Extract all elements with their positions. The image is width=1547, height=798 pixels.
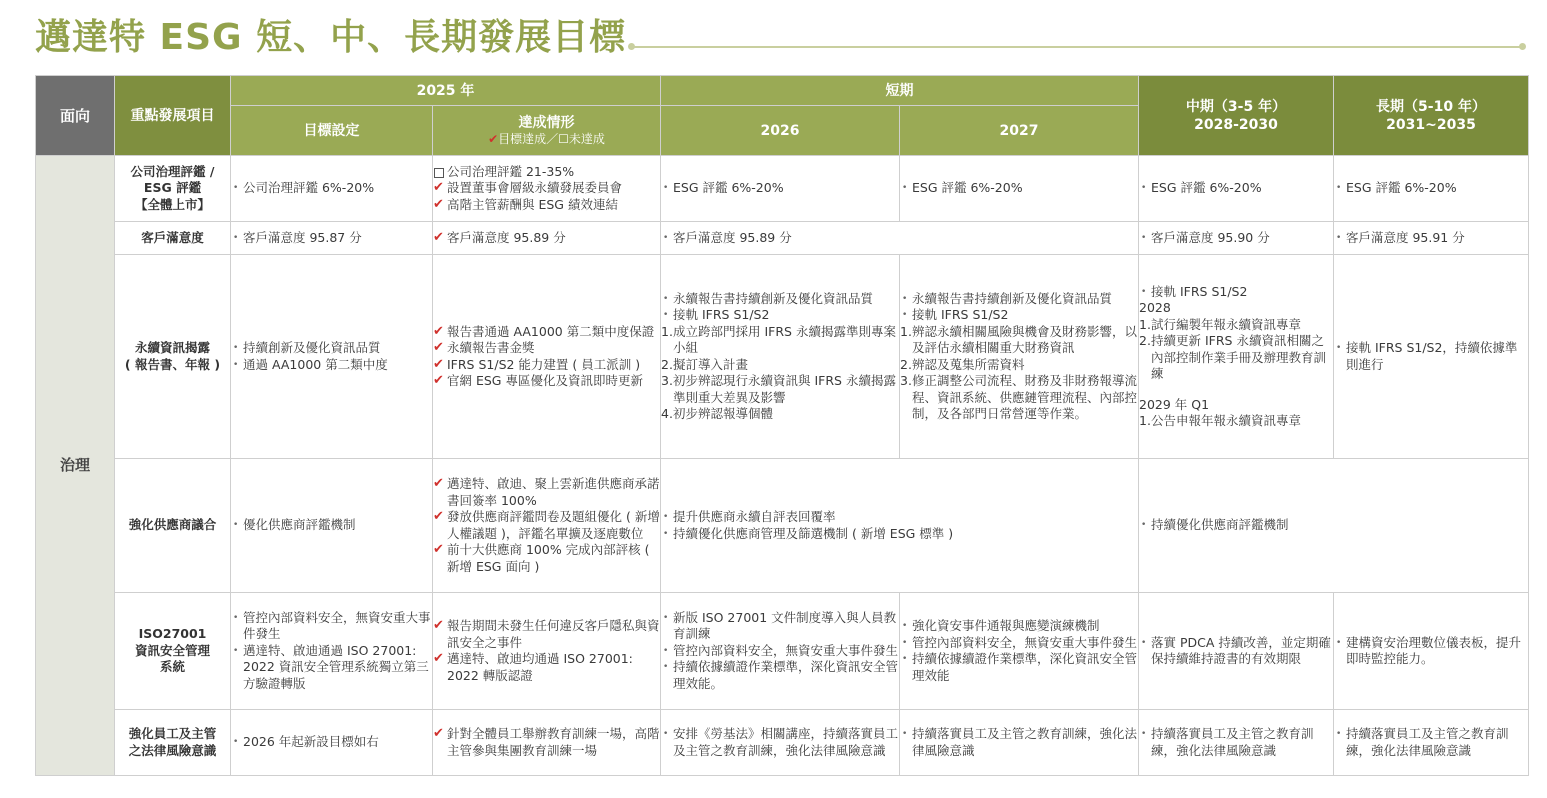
header-long-label: 長期（5-10 年）: [1376, 98, 1486, 115]
target-text: • 邁達特、啟迪通過 ISO 27001: 2022 資訊安全管理系統獨立第三方驗證轉版: [231, 643, 432, 693]
goal-2027: • ESG 評鑑 6%-20%: [900, 180, 1138, 197]
title-divider-line: [632, 46, 1522, 48]
item-line: 強化員工及主管: [128, 726, 217, 741]
key-item-customer-satisfaction: 客戶滿意度: [115, 222, 231, 255]
aspect-governance: 治理: [36, 156, 115, 776]
achieved-item: ✔ 永續報告書金獎: [433, 340, 660, 357]
goal-2026: • 安排《勞基法》相關講座，持續落實員工及主管之教育訓練，強化法律風險意識: [661, 726, 899, 759]
key-item-governance-rating: [115, 156, 231, 222]
goal-2027: • 管控內部資料安全，無資安重大事件發生: [900, 635, 1138, 652]
goal-2027-step: 1. 辨認永續相關風險與機會及財務影響，以及評估永續相關重大財務資訊: [900, 323, 1138, 355]
goal-2026: • ESG 評鑑 6%-20%: [661, 180, 899, 197]
key-item-supplier-engagement: 強化供應商議合: [115, 459, 231, 593]
header-2027: 2027: [900, 106, 1139, 156]
target-text: • 通過 AA1000 第二類中度: [231, 357, 432, 374]
table-row: [36, 593, 1529, 710]
goal-mid-step: 1. 試行編製年報永續資訊專章: [1139, 316, 1302, 332]
key-item-sustainability-disclosure: [115, 255, 231, 459]
goal-mid-step: 1. 公告申報年報永續資訊專章: [1139, 413, 1302, 428]
goal-long: • 建構資安治理數位儀表板，提升即時監控能力。: [1334, 635, 1528, 668]
achieved-item: ✔ 邁達特、啟迪均通過 ISO 27001: 2022 轉版認證: [433, 651, 660, 684]
header-key-item: 重點發展項目: [115, 76, 231, 156]
achieved-item: ✔ 報告期間未發生任何違反客戶隱私與資訊安全之事件: [433, 618, 660, 651]
goal-short: • 提升供應商永續自評表回覆率: [661, 509, 1138, 526]
goal-mid: • 持續落實員工及主管之教育訓練，強化法律風險意識: [1139, 726, 1333, 759]
goal-mid-year: 2029 年 Q1: [1139, 396, 1210, 412]
title-line-dot-right: [1519, 43, 1526, 50]
goal-2026-step: 3. 初步辨認現行永續資訊與 IFRS 永續揭露準則重大差異及影響: [661, 373, 896, 405]
target-text: • 優化供應商評鑑機制: [231, 517, 432, 534]
item-line: 系統: [159, 659, 185, 675]
goal-long: • 客戶滿意度 95.91 分: [1334, 230, 1528, 247]
item-line: 【全體上市】: [134, 196, 210, 212]
table-row: [36, 710, 1529, 776]
esg-goals-table: [35, 75, 1529, 776]
target-text: • 2026 年起新設目標如右: [231, 734, 432, 751]
header-short-term: 短期: [661, 76, 1139, 106]
goal-mid-long: • 持續優化供應商評鑑機制: [1139, 517, 1528, 534]
goal-short: • 客戶滿意度 95.89 分: [661, 230, 1138, 247]
item-line: ( 報告書、年報 ): [124, 356, 221, 372]
target-text: • 持續創新及優化資訊品質: [231, 340, 432, 357]
key-item-legal-risk-awareness: [115, 710, 231, 776]
goal-long: • 接軌 IFRS S1/S2，持續依據準則進行: [1334, 340, 1528, 373]
goal-mid: • ESG 評鑑 6%-20%: [1139, 180, 1333, 197]
table-row: [36, 255, 1529, 459]
goal-2027: • 永續報告書持續創新及優化資訊品質: [900, 291, 1138, 308]
goal-2026-step: 2. 擬訂導入計畫: [661, 356, 749, 372]
goal-mid: • 落實 PDCA 持續改善，並定期確保持續維持證書的有效期限: [1139, 635, 1333, 668]
goal-long: • ESG 評鑑 6%-20%: [1334, 180, 1528, 197]
achieved-item: ✔ 設置董事會層級永續發展委員會: [433, 180, 660, 197]
goal-2027: • 持續落實員工及主管之教育訓練，強化法律風險意識: [900, 726, 1138, 759]
header-2025: 2025 年: [231, 76, 661, 106]
item-line: ESG 評鑑: [143, 180, 202, 196]
header-2026: 2026: [661, 106, 900, 156]
goal-2026: • 接軌 IFRS S1/S2: [661, 307, 899, 324]
goal-2026: • 新版 ISO 27001 文件制度導入與人員教育訓練: [661, 610, 899, 643]
item-line: 永續資訊揭露: [134, 340, 210, 355]
goal-2026: • 管控內部資料安全，無資安重大事件發生: [661, 643, 899, 660]
check-icon: ✔: [488, 132, 499, 146]
header-target: 目標設定: [231, 106, 433, 156]
goal-2027: • 接軌 IFRS S1/S2: [900, 307, 1138, 324]
achieve-legend-text: 目標達成／☐未達成: [498, 132, 605, 146]
table-row: [36, 459, 1529, 593]
goal-mid: • 客戶滿意度 95.90 分: [1139, 230, 1333, 247]
item-line: 資訊安全管理: [134, 642, 210, 658]
goal-2027-step: 2. 辨認及蒐集所需資料: [900, 356, 1025, 372]
achieved-item: ✔ 官網 ESG 專區優化及資訊即時更新: [433, 373, 660, 390]
header-mid-label: 中期（3-5 年）: [1185, 98, 1287, 115]
goal-2026-step: 4. 初步辨認報導個體: [661, 406, 774, 421]
item-line: 之法律風險意識: [128, 742, 217, 758]
goal-short: • 持續優化供應商管理及篩選機制 ( 新增 ESG 標準 ): [661, 526, 1138, 543]
target-text: • 客戶滿意度 95.87 分: [231, 230, 432, 247]
achieved-item: ✔ IFRS S1/S2 能力建置 ( 員工派訓 ): [433, 357, 660, 374]
achieved-item: ✔ 發放供應商評鑑問卷及題組優化 ( 新增人權議題 )，評鑑名單擴及逐鹿數位: [433, 509, 660, 542]
key-item-iso27001: [115, 593, 231, 710]
header-long-years: 2031~2035: [1386, 116, 1476, 133]
goal-mid-step: 2. 持續更新 IFRS 永續資訊相關之內部控制作業手冊及辦理教育訓練: [1139, 333, 1327, 381]
item-line: 公司治理評鑑 /: [130, 163, 215, 179]
goal-mid-year: 2028: [1139, 300, 1171, 315]
goal-2026-step: 1. 成立跨部門採用 IFRS 永續揭露準則專案小組: [661, 323, 896, 355]
unachieved-item: 公司治理評鑑 21-35%: [433, 164, 660, 181]
header-achieve-label: 達成情形: [518, 115, 575, 131]
achieved-item: ✔ 邁達特、啟迪、聚上雲新進供應商承諾書回簽率 100%: [433, 476, 660, 509]
header-mid-years: 2028-2030: [1194, 116, 1278, 133]
goal-2026: • 持續依據續證作業標準，深化資訊安全管理效能。: [661, 659, 899, 692]
goal-mid: • 接軌 IFRS S1/S2: [1139, 284, 1333, 301]
goal-2027: • 持續依據續證作業標準，深化資訊安全管理效能: [900, 651, 1138, 684]
table-row: [36, 156, 1529, 222]
goal-2026: • 永續報告書持續創新及優化資訊品質: [661, 291, 899, 308]
header-achieve-legend: [433, 132, 660, 147]
header-aspect: 面向: [36, 76, 115, 156]
achieved-item: ✔ 報告書通過 AA1000 第二類中度保證: [433, 324, 660, 341]
goal-2027: • 強化資安事件通報與應變演練機制: [900, 618, 1138, 635]
goal-2027-step: 3. 修正調整公司流程、財務及非財務報導流程、資訊系統、供應鏈管理流程、內部控制，及各部門日常營運等作業。: [900, 373, 1138, 421]
achieved-item: ✔ 前十大供應商 100% 完成內部評核 ( 新增 ESG 面向 ): [433, 542, 660, 575]
target-text: • 管控內部資料安全，無資安重大事件發生: [231, 610, 432, 643]
achieved-item: ✔ 針對全體員工舉辦教育訓練一場，高階主管參與集團教育訓練一場: [433, 726, 660, 759]
achieved-item: ✔ 客戶滿意度 95.89 分: [433, 230, 660, 247]
page-title: 邁達特 ESG 短、中、長期發展目標: [35, 17, 627, 58]
header-achievement: [433, 106, 661, 156]
achieved-item: ✔ 高階主管薪酬與 ESG 績效連結: [433, 197, 660, 214]
target-text: • 公司治理評鑑 6%-20%: [231, 180, 432, 197]
item-line: ISO27001: [138, 626, 207, 642]
goal-long: • 持續落實員工及主管之教育訓練，強化法律風險意識: [1334, 726, 1528, 759]
table-row: [36, 222, 1529, 255]
header-long-term: [1334, 76, 1529, 156]
header-mid-term: [1139, 76, 1334, 156]
